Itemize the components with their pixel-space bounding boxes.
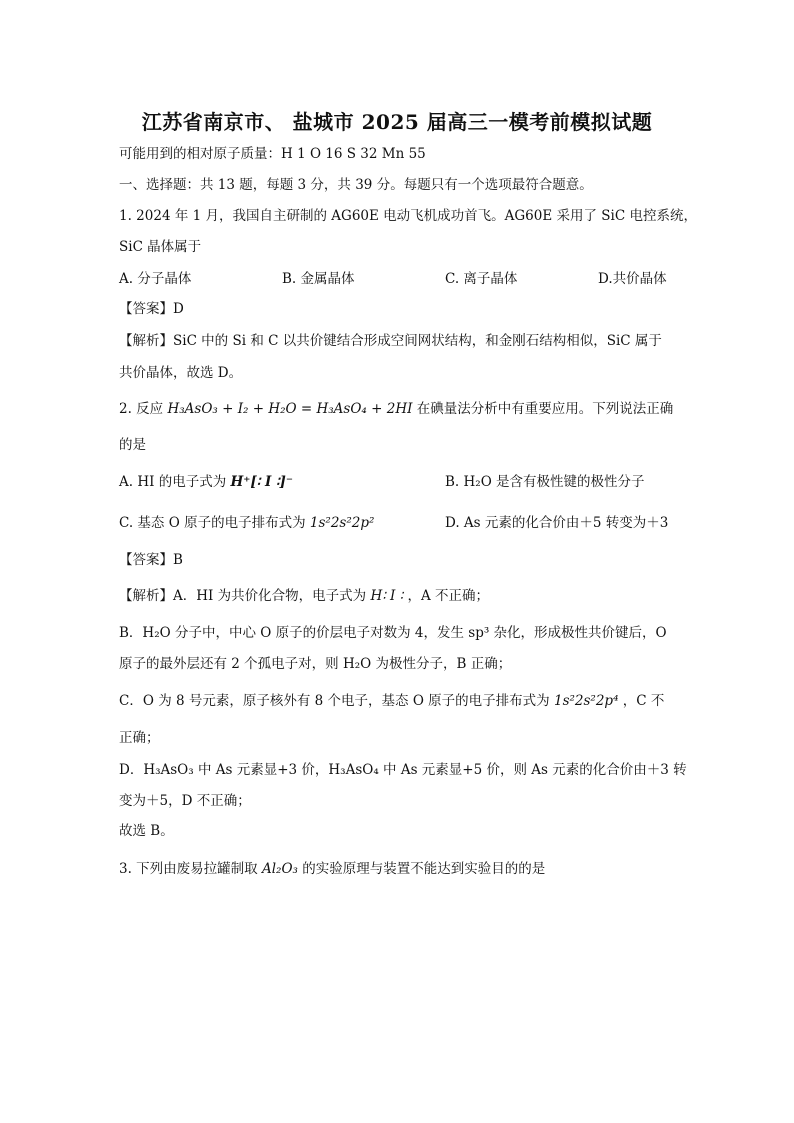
q1-answer: 【答案】D <box>119 301 184 317</box>
q2-analysis-a-post: ，A 不正确； <box>407 588 490 604</box>
q2-option-b: B. H₂O 是含有极性键的极性分子 <box>445 474 645 490</box>
q2-analysis-a-pre: 【解析】A．HI 为共价化合物，电子式为 <box>119 588 367 604</box>
q1-option-c: C. 离子晶体 <box>445 271 518 287</box>
q2-option-c-formula: 1s²2s²2p² <box>309 515 375 531</box>
q2-analysis-a-formula: H∶ I ∶ <box>370 588 404 604</box>
q1-option-b: B. 金属晶体 <box>282 271 355 287</box>
q2-analysis-b-line1: B．H₂O 分子中，中心 O 原子的价层电子对数为 4，发生 sp³ 杂化，形成极性共价键后，O <box>119 625 667 641</box>
q3-suffix: 的实验原理与装置不能达到实验目的的是 <box>302 861 546 877</box>
q2-analysis-c-line2: 正确； <box>119 730 160 746</box>
q2-analysis-b-line2: 原子的最外层还有 2 个孤电子对，则 H₂O 为极性分子，B 正确； <box>119 656 512 672</box>
q2-prefix: 2. 反应 <box>119 401 164 417</box>
q3-stem <box>119 860 545 878</box>
q2-suffix: 在碘量法分析中有重要应用。下列说法正确 <box>416 401 674 417</box>
section-heading: 一、选择题：共 13 题，每题 3 分，共 39 分。每题只有一个选项最符合题意。 <box>119 177 593 193</box>
atomic-mass-line: 可能用到的相对原子质量：H 1 O 16 S 32 Mn 55 <box>119 146 426 162</box>
q1-analysis-line2: 共价晶体，故选 D。 <box>119 365 243 381</box>
q2-conclusion: 故选 B。 <box>119 823 174 839</box>
q2-option-d: D. As 元素的化合价由＋5 转变为＋3 <box>445 515 669 531</box>
q2-analysis-c-pre: C．O 为 8 号元素，原子核外有 8 个电子，基态 O 原子的电子排布式为 <box>119 693 550 709</box>
q2-analysis-d-line2: 变为＋5，D 不正确； <box>119 793 251 809</box>
q2-stem-line1 <box>119 400 673 418</box>
q2-answer: 【答案】B <box>119 552 183 568</box>
q1-option-a: A. 分子晶体 <box>119 271 192 287</box>
q2-option-a-formula: H⁺[∶ I ∶]⁻ <box>230 474 294 490</box>
q2-analysis-c-post: ，C 不 <box>622 693 665 709</box>
q2-analysis-c-formula: 1s²2s²2p⁴ <box>553 693 619 709</box>
q2-option-a-text: A. HI 的电子式为 <box>119 474 227 490</box>
q2-equation: H₃AsO₃ + I₂ + H₂O = H₃AsO₄ + 2HI <box>167 401 413 417</box>
q2-analysis-c-line1 <box>119 692 664 710</box>
page-title: 江苏省南京市、 盐城市 2025 届高三一模考前模拟试题 <box>141 110 653 134</box>
q1-analysis-line1: 【解析】SiC 中的 Si 和 C 以共价键结合形成空间网状结构，和金刚石结构相似，SiC 属于 <box>119 333 662 349</box>
q1-stem-line1: 1. 2024 年 1 月，我国自主研制的 AG60E 电动飞机成功首飞。AG60E 采用了 SiC 电控系统， <box>119 208 697 224</box>
q2-analysis-d-line1: D．H₃AsO₃ 中 As 元素显+3 价，H₃AsO₄ 中 As 元素显+5 价，则 As 元素的化合价由＋3 转 <box>119 762 687 778</box>
q1-option-d: D.共价晶体 <box>598 271 667 287</box>
q2-option-a <box>119 473 293 491</box>
q3-formula: Al₂O₃ <box>261 861 298 877</box>
q2-option-c-text: C. 基态 O 原子的电子排布式为 <box>119 515 306 531</box>
q3-prefix: 3. 下列由废易拉罐制取 <box>119 861 258 877</box>
q2-option-c <box>119 514 374 532</box>
q2-stem-line2: 的是 <box>119 437 146 453</box>
q1-stem-line2: SiC 晶体属于 <box>119 239 202 255</box>
q2-analysis-a <box>119 587 489 605</box>
